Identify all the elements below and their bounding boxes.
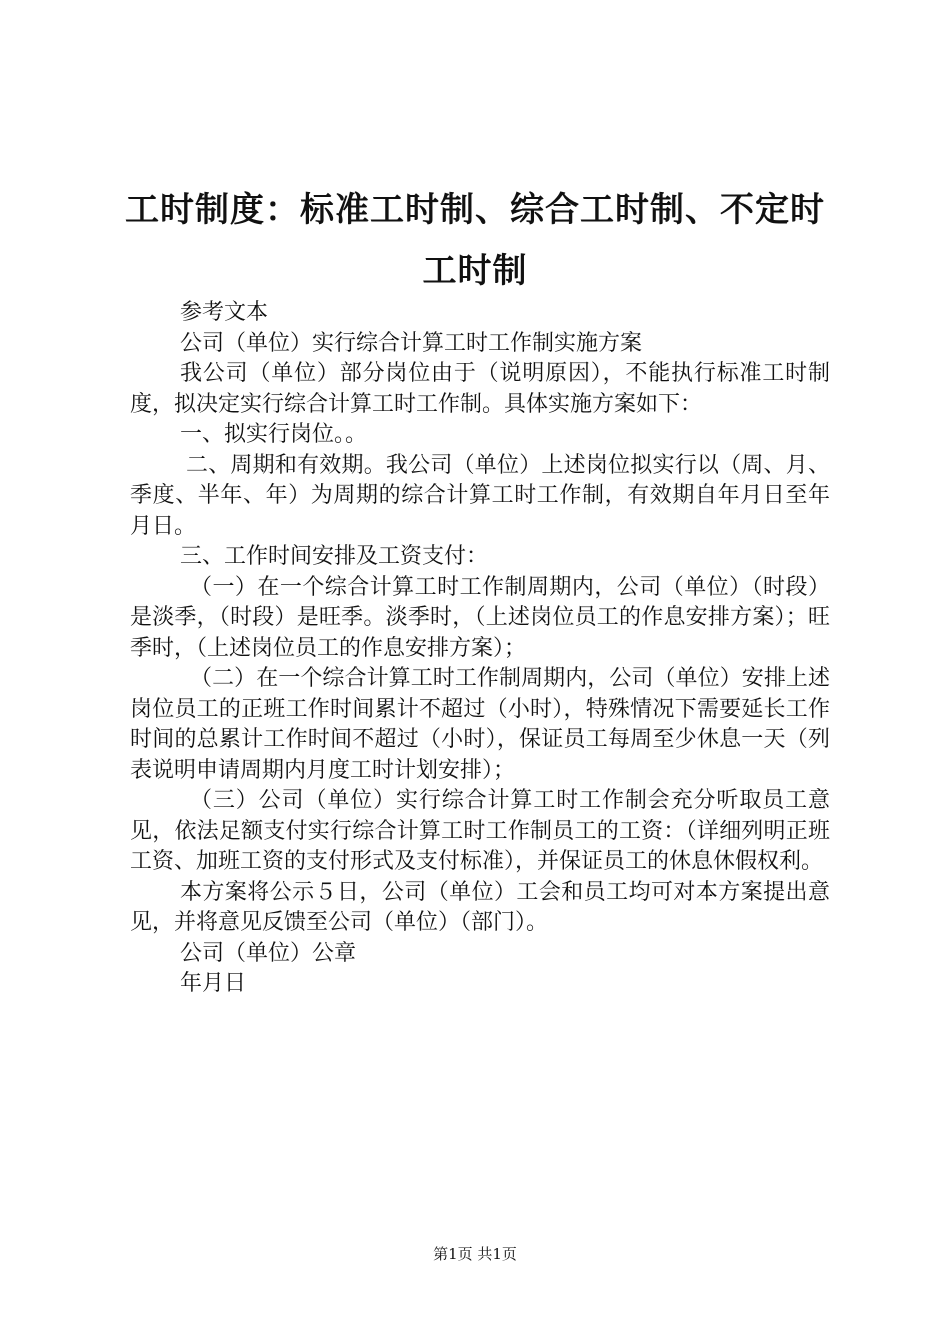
paragraph-section-1: 一、拟实行岗位。。 <box>180 422 368 447</box>
plan-heading: 公司（单位）实行综合计算工时工作制实施方案 <box>180 330 643 356</box>
paragraph-item-1: （一）在一个综合计算工时工作制周期内，公司（单位）（时段）是淡季，（时段）是旺季。淡季时，（上述岗位员工的作息安排方案）；旺季时，（上述岗位员工的作息安排方案）； <box>130 574 830 661</box>
reference-label: 参考文本 <box>180 300 269 325</box>
page-footer: 第1页 共1页 <box>433 1245 517 1263</box>
document-title-line-2: 工时制 <box>422 251 528 291</box>
paragraph-section-2: 二、周期和有效期。我公司（单位）上述岗位拟实行以（周、月、季度、半年、年）为周期的综合计算工时工作制，有效期自年月日至年月日。 <box>130 452 830 539</box>
paragraph-publicity: 本方案将公示５日，公司（单位）工会和员工均可对本方案提出意见，并将意见反馈至公司（单位）（部门）。 <box>130 879 830 935</box>
paragraph-intro: 我公司（单位）部分岗位由于（说明原因），不能执行标准工时制度，拟决定实行综合计算工时工作制。具体实施方案如下： <box>130 361 830 417</box>
date-line: 年月日 <box>180 971 247 996</box>
document-body <box>130 298 830 1000</box>
company-seal-line: 公司（单位）公章 <box>180 940 357 966</box>
paragraph-item-3: （三）公司（单位）实行综合计算工时工作制会充分听取员工意见，依法足额支付实行综合计算工时工作制员工的工资：（详细列明正班工资、加班工资的支付形式及支付标准），并保证员工的休息休假权利。 <box>130 788 830 874</box>
paragraph-section-3: 三、工作时间安排及工资支付： <box>180 544 489 569</box>
paragraph-item-2: （二）在一个综合计算工时工作制周期内，公司（单位）安排上述岗位员工的正班工作时间累计不超过（小时），特殊情况下需要延长工作时间的总累计工作时间不超过（小时），保证员工每周至少休息一天（列表说明申请周期内月度工时计划安排）； <box>130 666 830 783</box>
document-title-line-1: 工时制度：标准工时制、综合工时制、不定时 <box>125 190 825 230</box>
